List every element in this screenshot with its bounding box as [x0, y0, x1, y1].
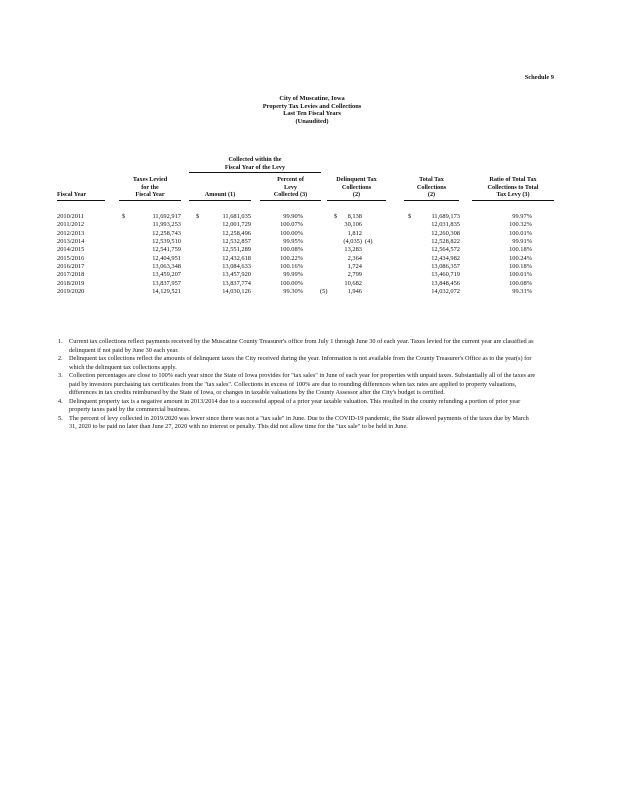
total-collections-cell: 12,031,835: [431, 221, 460, 229]
amount-collected-cell: 12,551,289: [222, 246, 251, 254]
footnote-number: 5.: [58, 414, 63, 422]
taxes-levied-cell: 13,063,348: [152, 263, 181, 271]
delinquent-cell: 1,946: [347, 288, 362, 296]
delinquent-cell: 2,799: [347, 271, 362, 279]
footnote-number: 4.: [58, 397, 63, 405]
amount-collected-cell: 12,001,729: [222, 221, 251, 229]
table-row: [0, 246, 618, 254]
percent-collected-cell: 100.16%: [280, 263, 303, 271]
ratio-cell: 100.24%: [509, 254, 532, 262]
percent-collected-cell: 99.30%: [283, 288, 303, 296]
total-collections-cell: 13,460,719: [431, 271, 460, 279]
total-collections-cell: 12,434,982: [431, 254, 460, 262]
fiscal-year-cell: 2010/2011: [57, 213, 85, 220]
ratio-cell: 99.91%: [512, 238, 532, 246]
group-header-underline: [189, 172, 321, 173]
levied-currency-symbol: $: [122, 213, 126, 220]
title-city: City of Muscatine, Iowa: [279, 95, 345, 102]
delinquent-cell: (4,035): [343, 238, 362, 246]
amount-currency-symbol: $: [196, 213, 200, 220]
delinquent-cell: 1,812: [347, 229, 362, 237]
total-collections-cell: 12,260,308: [431, 229, 460, 237]
percent-collected-cell: 100.00%: [280, 229, 303, 237]
ratio-cell: 100.08%: [509, 279, 532, 287]
amount-collected-cell: 13,457,920: [222, 271, 251, 279]
footnote-text: Current tax collections reflect payments received by the Muscatine County Treasurer's office from July 1 through June 30 of each year. Taxes levied for the current year are classified as delinquent if not paid by June 30 each year.: [69, 338, 534, 354]
total-currency-symbol: $: [408, 213, 412, 220]
total-collections-cell: 14,032,072: [431, 288, 460, 296]
title-audit-status: (Unaudited): [295, 117, 329, 125]
fiscal-year-cell: 2016/2017: [57, 263, 85, 271]
column-header-total-collections: Total Tax Collections (2): [416, 176, 447, 199]
column-underline-ratio-total: [472, 200, 554, 201]
taxes-levied-cell: 12,404,951: [152, 254, 181, 262]
total-collections-cell: 13,086,357: [431, 263, 460, 271]
percent-collected-cell: 100.22%: [280, 254, 303, 262]
ratio-cell: 100.01%: [509, 229, 532, 237]
column-header-ratio-total: Ratio of Total Tax Collections to Total Tax Levy (3): [487, 176, 539, 199]
fiscal-year-cell: 2011/2012: [57, 221, 85, 229]
delinquent-cell: 10,682: [344, 279, 362, 287]
footnote-number: 3.: [58, 372, 63, 379]
footnote-number: 2.: [58, 355, 63, 362]
amount-collected-cell: 11,681,035: [222, 213, 251, 220]
ratio-cell: 99.31%: [512, 288, 532, 296]
taxes-levied-cell: 12,541,759: [152, 246, 181, 254]
fiscal-year-cell: 2018/2019: [57, 279, 85, 287]
percent-collected-cell: 99.90%: [283, 213, 303, 220]
fiscal-year-cell: 2012/2013: [57, 229, 85, 237]
table-row: [0, 263, 618, 271]
ratio-cell: 99.97%: [512, 213, 532, 220]
column-underline-amount-collected: [189, 200, 251, 201]
group-header-collected: Collected within the Fiscal Year of the Levy: [224, 156, 286, 171]
delinquent-currency-symbol: $: [334, 213, 338, 220]
fiscal-year-cell: 2019/2020: [57, 288, 85, 296]
total-collections-cell: 13,848,456: [431, 279, 460, 287]
delinquent-note-cell: (4): [365, 238, 373, 246]
table-row: [0, 221, 618, 229]
table-row: [0, 255, 618, 263]
percent-collected-cell: 99.95%: [283, 238, 303, 246]
taxes-levied-cell: 14,129,521: [152, 288, 181, 296]
ratio-cell: 100.18%: [509, 263, 532, 271]
column-underline-total-collections: [404, 200, 459, 201]
title-report: Property Tax Levies and Collections: [262, 102, 362, 110]
footnote-4: [58, 398, 538, 415]
taxes-levied-cell: 13,459,207: [152, 271, 181, 279]
fiscal-year-cell: 2015/2016: [57, 254, 85, 262]
fiscal-year-cell: 2013/2014: [57, 238, 85, 246]
delinquent-cell: 1,724: [347, 263, 362, 271]
amount-collected-cell: 12,432,618: [222, 254, 251, 262]
column-header-taxes-levied: Taxes Levied for the Fiscal Year: [132, 176, 168, 199]
table-row: [0, 271, 618, 279]
table-row: [0, 288, 618, 296]
column-underline-percent-collected: [260, 200, 321, 201]
table-row: [0, 213, 618, 221]
report-title: [0, 95, 618, 125]
percent-collected-cell: 100.07%: [280, 221, 303, 229]
column-underline-fiscal-year: [57, 200, 105, 201]
delinquent-cell: 8,138: [347, 213, 362, 220]
column-underline-delinquent-collections: [327, 200, 386, 201]
column-header-delinquent-collections: Delinquent Tax Collections (2): [336, 176, 377, 199]
table-row: [0, 230, 618, 238]
footnote-number: 1.: [58, 338, 63, 345]
total-collections-cell: 11,689,173: [431, 213, 460, 220]
footnote-text: Collection percentages are close to 100% each year since the State of Iowa provides for "tax sales" in June of each year for properties with unpaid taxes. Substantially all of the taxes are paid by investors purchasing tax certificates from the "tax sales". Collections in excess of 100% are due to rounding differences when tax rates are applied to property valuations, differences in tax credits reimbursed by the State of Iowa, or changes in taxable valuations by the County Assessor after the City's budget is certified.: [69, 372, 536, 396]
total-collections-cell: 12,564,572: [431, 246, 460, 254]
percent-note-cell: (5): [320, 288, 328, 296]
footnote-2: [58, 355, 538, 372]
footnote-text: Delinquent property tax is a negative amount in 2013/2014 due to a successful appeal of a prior year taxable valuation. This resulted in the county refunding a portion of prior year property taxes paid by the commercial business.: [69, 397, 521, 413]
footnote-5: [58, 415, 538, 432]
ratio-cell: 100.18%: [509, 246, 532, 254]
column-header-amount-collected: Amount (1): [204, 191, 236, 199]
column-header-fiscal-year: Fiscal Year: [57, 191, 87, 199]
table-row: [0, 238, 618, 246]
fiscal-year-cell: 2014/2015: [57, 246, 85, 254]
taxes-levied-cell: 13,837,957: [152, 279, 181, 287]
footnote-text: Delinquent tax collections reflect the amounts of delinquent taxes the City received during the year. Information is not available from the County Treasurer's Office as to the year(s) for which the delinquent tax collections apply.: [69, 355, 532, 371]
taxes-levied-cell: 11,993,253: [152, 221, 181, 229]
percent-collected-cell: 100.00%: [280, 279, 303, 287]
footnotes: [58, 338, 538, 432]
schedule-label: Schedule 9: [524, 74, 554, 81]
percent-collected-cell: 100.08%: [280, 246, 303, 254]
amount-collected-cell: 13,084,633: [222, 263, 251, 271]
ratio-cell: 100.01%: [509, 271, 532, 279]
footnote-1: [58, 338, 538, 355]
footnote-text: The percent of levy collected in 2019/2020 was lower since there was not a "tax sale" in June. Due to the COVID-19 pandemic, the State allowed payments of the taxes due by March 31, 2020 to be paid no later than June 27, 2020 with no interest or penalty. This did not allow time for the "tax sale" to be held in June.: [69, 414, 529, 430]
taxes-levied-cell: 11,692,917: [152, 213, 181, 220]
ratio-cell: 100.32%: [509, 221, 532, 229]
title-period: Last Ten Fiscal Years: [283, 110, 341, 118]
column-header-percent-collected: Percent of Levy Collected (3): [273, 176, 308, 199]
amount-collected-cell: 13,837,774: [222, 279, 251, 287]
fiscal-year-cell: 2017/2018: [57, 271, 85, 279]
taxes-levied-cell: 12,539,510: [152, 238, 181, 246]
taxes-levied-cell: 12,258,743: [152, 229, 181, 237]
delinquent-cell: 13,283: [344, 246, 362, 254]
percent-collected-cell: 99.99%: [283, 271, 303, 279]
column-underline-taxes-levied: [119, 200, 181, 201]
table-row: [0, 280, 618, 288]
delinquent-cell: 30,106: [344, 221, 362, 229]
footnote-3: [58, 372, 538, 398]
amount-collected-cell: 14,030,126: [222, 288, 251, 296]
amount-collected-cell: 12,532,857: [222, 238, 251, 246]
amount-collected-cell: 12,258,496: [222, 229, 251, 237]
delinquent-cell: 2,364: [347, 254, 362, 262]
total-collections-cell: 12,528,822: [431, 238, 460, 246]
